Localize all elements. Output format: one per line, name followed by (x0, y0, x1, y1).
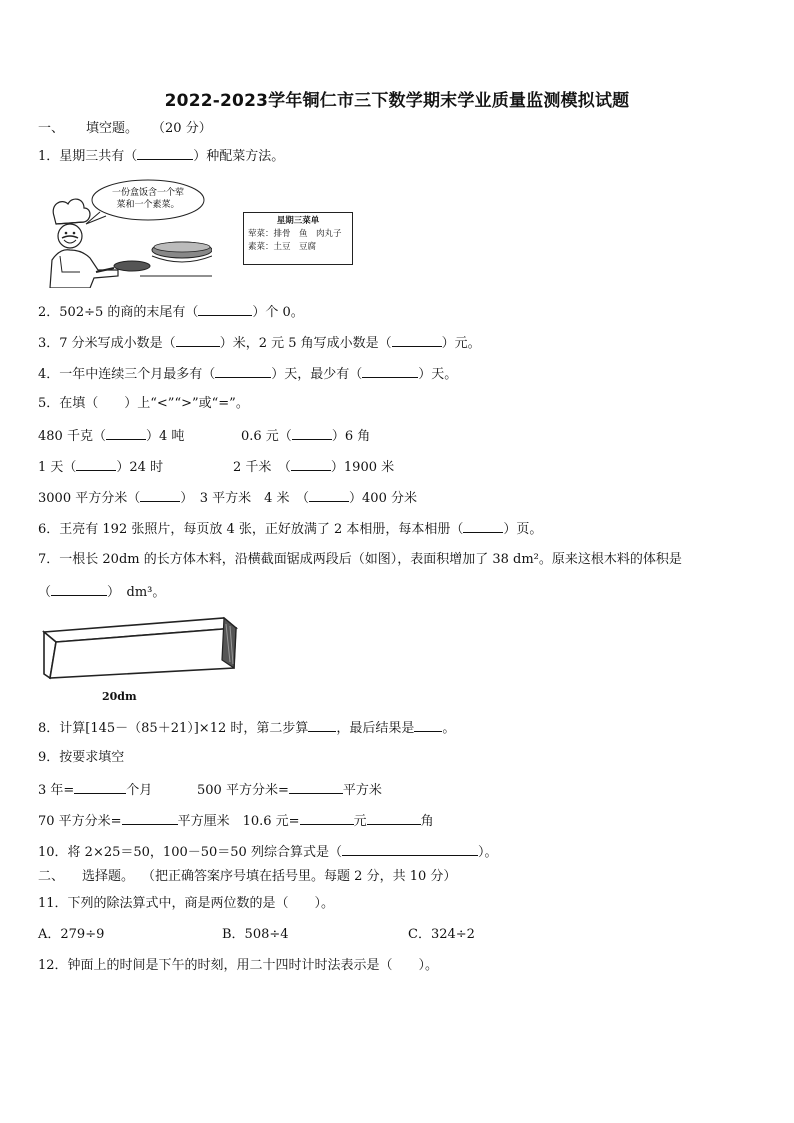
question-1 (38, 147, 284, 165)
q3-text-c: ）元。 (441, 336, 481, 351)
section-name: 选择题。 (82, 869, 135, 884)
q8-text-c: 。 (442, 721, 456, 736)
q5-r3-c: ）400 分米 (349, 491, 417, 506)
chef-illustration (40, 176, 212, 288)
section-description: （把正确答案序号填在括号里。每题 2 分，共 10 分） (142, 869, 457, 884)
answer-blank[interactable] (300, 812, 354, 825)
question-11: 11．下列的除法算式中，商是两位数的是（ ）。 (38, 896, 335, 911)
q6-text-a: 6．王亮有 192 张照片，每页放 4 张，正好放满了 2 本相册，每本相册（ (38, 522, 464, 537)
question-5-row-2-right (233, 458, 394, 476)
q11-option-c[interactable]: C．324÷2 (408, 927, 475, 942)
page-title: 2022-2023学年铜仁市三下数学期末学业质量监测模拟试题 (164, 91, 630, 111)
q7-text-b1: （ (38, 585, 52, 600)
q9-r2-c: 元 (353, 814, 367, 829)
answer-blank[interactable] (367, 812, 421, 825)
answer-blank[interactable] (292, 427, 332, 440)
q11-option-b[interactable]: B．508÷4 (222, 927, 289, 942)
answer-blank[interactable] (176, 334, 220, 347)
question-9-row-2 (38, 812, 434, 830)
answer-blank[interactable] (106, 427, 146, 440)
question-4 (38, 365, 457, 383)
answer-blank[interactable] (74, 781, 126, 794)
answer-blank[interactable] (122, 812, 178, 825)
question-9-head: 9．按要求填空 (38, 750, 125, 765)
answer-blank[interactable] (392, 334, 442, 347)
question-9-row-1 (38, 781, 152, 799)
q5-r1-b: ）4 吨 (145, 429, 185, 444)
q3-text-a: 3．7 分米写成小数是（ (38, 336, 176, 351)
q5-r2-c: 2 千米 （ (233, 460, 291, 475)
q4-text-a: 4．一年中连续三个月最多有（ (38, 367, 216, 382)
q5-r3-b: ） 3 平方米 4 米 （ (180, 491, 310, 506)
question-10 (38, 843, 497, 861)
q10-text-a: 10．将 2×25＝50，100－50＝50 列综合算式是（ (38, 845, 342, 860)
q5-r1-d: ）6 角 (331, 429, 371, 444)
question-5-row-1-right (241, 427, 370, 445)
q4-text-c: ）天。 (418, 367, 458, 382)
q6-text-b: ）页。 (503, 522, 543, 537)
speech-line-2: 菜和一个素菜。 (116, 200, 180, 210)
answer-blank[interactable] (362, 365, 418, 378)
q5-r2-a: 1 天（ (38, 460, 77, 475)
q5-r2-b: ）24 时 (116, 460, 164, 475)
q5-r1-c: 0.6 元（ (241, 429, 292, 444)
answer-blank[interactable] (289, 781, 343, 794)
answer-blank[interactable] (414, 719, 442, 732)
section-1-header (38, 121, 212, 137)
question-5-row-3 (38, 489, 417, 507)
q10-text-b: ）。 (477, 845, 498, 860)
section-points: （20 分） (152, 121, 212, 136)
answer-blank[interactable] (309, 489, 349, 502)
question-5-head: 5．在填（ ）上“<”“>”或“=”。 (38, 396, 249, 411)
section-name: 填空题。 (86, 121, 139, 136)
answer-blank[interactable] (51, 583, 107, 596)
question-9-row-1-right (197, 781, 382, 799)
section-number: 二、 (38, 869, 65, 884)
answer-blank[interactable] (291, 458, 331, 471)
question-7-answer (38, 583, 165, 601)
q9-r1-d: 平方米 (342, 783, 382, 798)
answer-blank[interactable] (137, 147, 193, 160)
q9-r2-b: 平方厘米 10.6 元= (177, 814, 300, 829)
q8-text-b: ，最后结果是 (336, 721, 415, 736)
q7-text-b2: ） dm³。 (107, 585, 166, 600)
question-12: 12．钟面上的时间是下午的时刻，用二十四时计时法表示是（ ）。 (38, 958, 439, 973)
section-number: 一、 (38, 121, 65, 136)
answer-blank[interactable] (342, 843, 478, 856)
answer-blank[interactable] (140, 489, 180, 502)
q1-text-b: ）种配菜方法。 (193, 149, 285, 164)
answer-blank[interactable] (198, 303, 252, 316)
question-5-row-1 (38, 427, 184, 445)
q9-r1-c: 500 平方分米= (197, 783, 289, 798)
q5-r3-a: 3000 平方分米（ (38, 491, 141, 506)
question-8 (38, 719, 455, 737)
answer-blank[interactable] (308, 719, 336, 732)
question-6 (38, 520, 542, 538)
section-2-header (38, 869, 456, 885)
answer-blank[interactable] (463, 520, 503, 533)
q3-text-b: ）米，2 元 5 角写成小数是（ (219, 336, 392, 351)
q9-r1-a: 3 年= (38, 783, 75, 798)
question-5-row-2 (38, 458, 163, 476)
q8-text-a: 8．计算[145－（85＋21）]×12 时，第二步算 (38, 721, 309, 736)
answer-blank[interactable] (215, 365, 271, 378)
wood-block-figure (40, 610, 240, 706)
question-3 (38, 334, 481, 352)
q9-r1-b: 个月 (126, 783, 153, 798)
q9-r2-d: 角 (420, 814, 434, 829)
q11-option-a[interactable]: A．279÷9 (38, 927, 105, 942)
wood-length-label: 20dm (102, 690, 137, 703)
menu-board (243, 212, 353, 265)
q2-text-b: ）个 0。 (252, 305, 304, 320)
menu-veg-row: 素菜：土豆 豆腐 (248, 242, 317, 252)
q4-text-b: ）天，最少有（ (271, 367, 363, 382)
q2-text-a: 2．502÷5 的商的末尾有（ (38, 305, 199, 320)
menu-meat-row: 荤菜：排骨 鱼 肉丸子 (248, 229, 342, 239)
answer-blank[interactable] (76, 458, 116, 471)
menu-title: 星期三菜单 (276, 216, 320, 226)
question-2 (38, 303, 304, 321)
q1-text-a: 1．星期三共有（ (38, 149, 138, 164)
q5-r1-a: 480 千克（ (38, 429, 106, 444)
q5-r2-d: ）1900 米 (330, 460, 395, 475)
q9-r2-a: 70 平方分米= (38, 814, 122, 829)
speech-line-1: 一份盒饭含一个荤 (111, 188, 185, 198)
question-7: 7．一根长 20dm 的长方体木料，沿横截面锯成两段后（如图），表面积增加了 38 dm²。原来这根木料的体积是 (38, 552, 682, 567)
